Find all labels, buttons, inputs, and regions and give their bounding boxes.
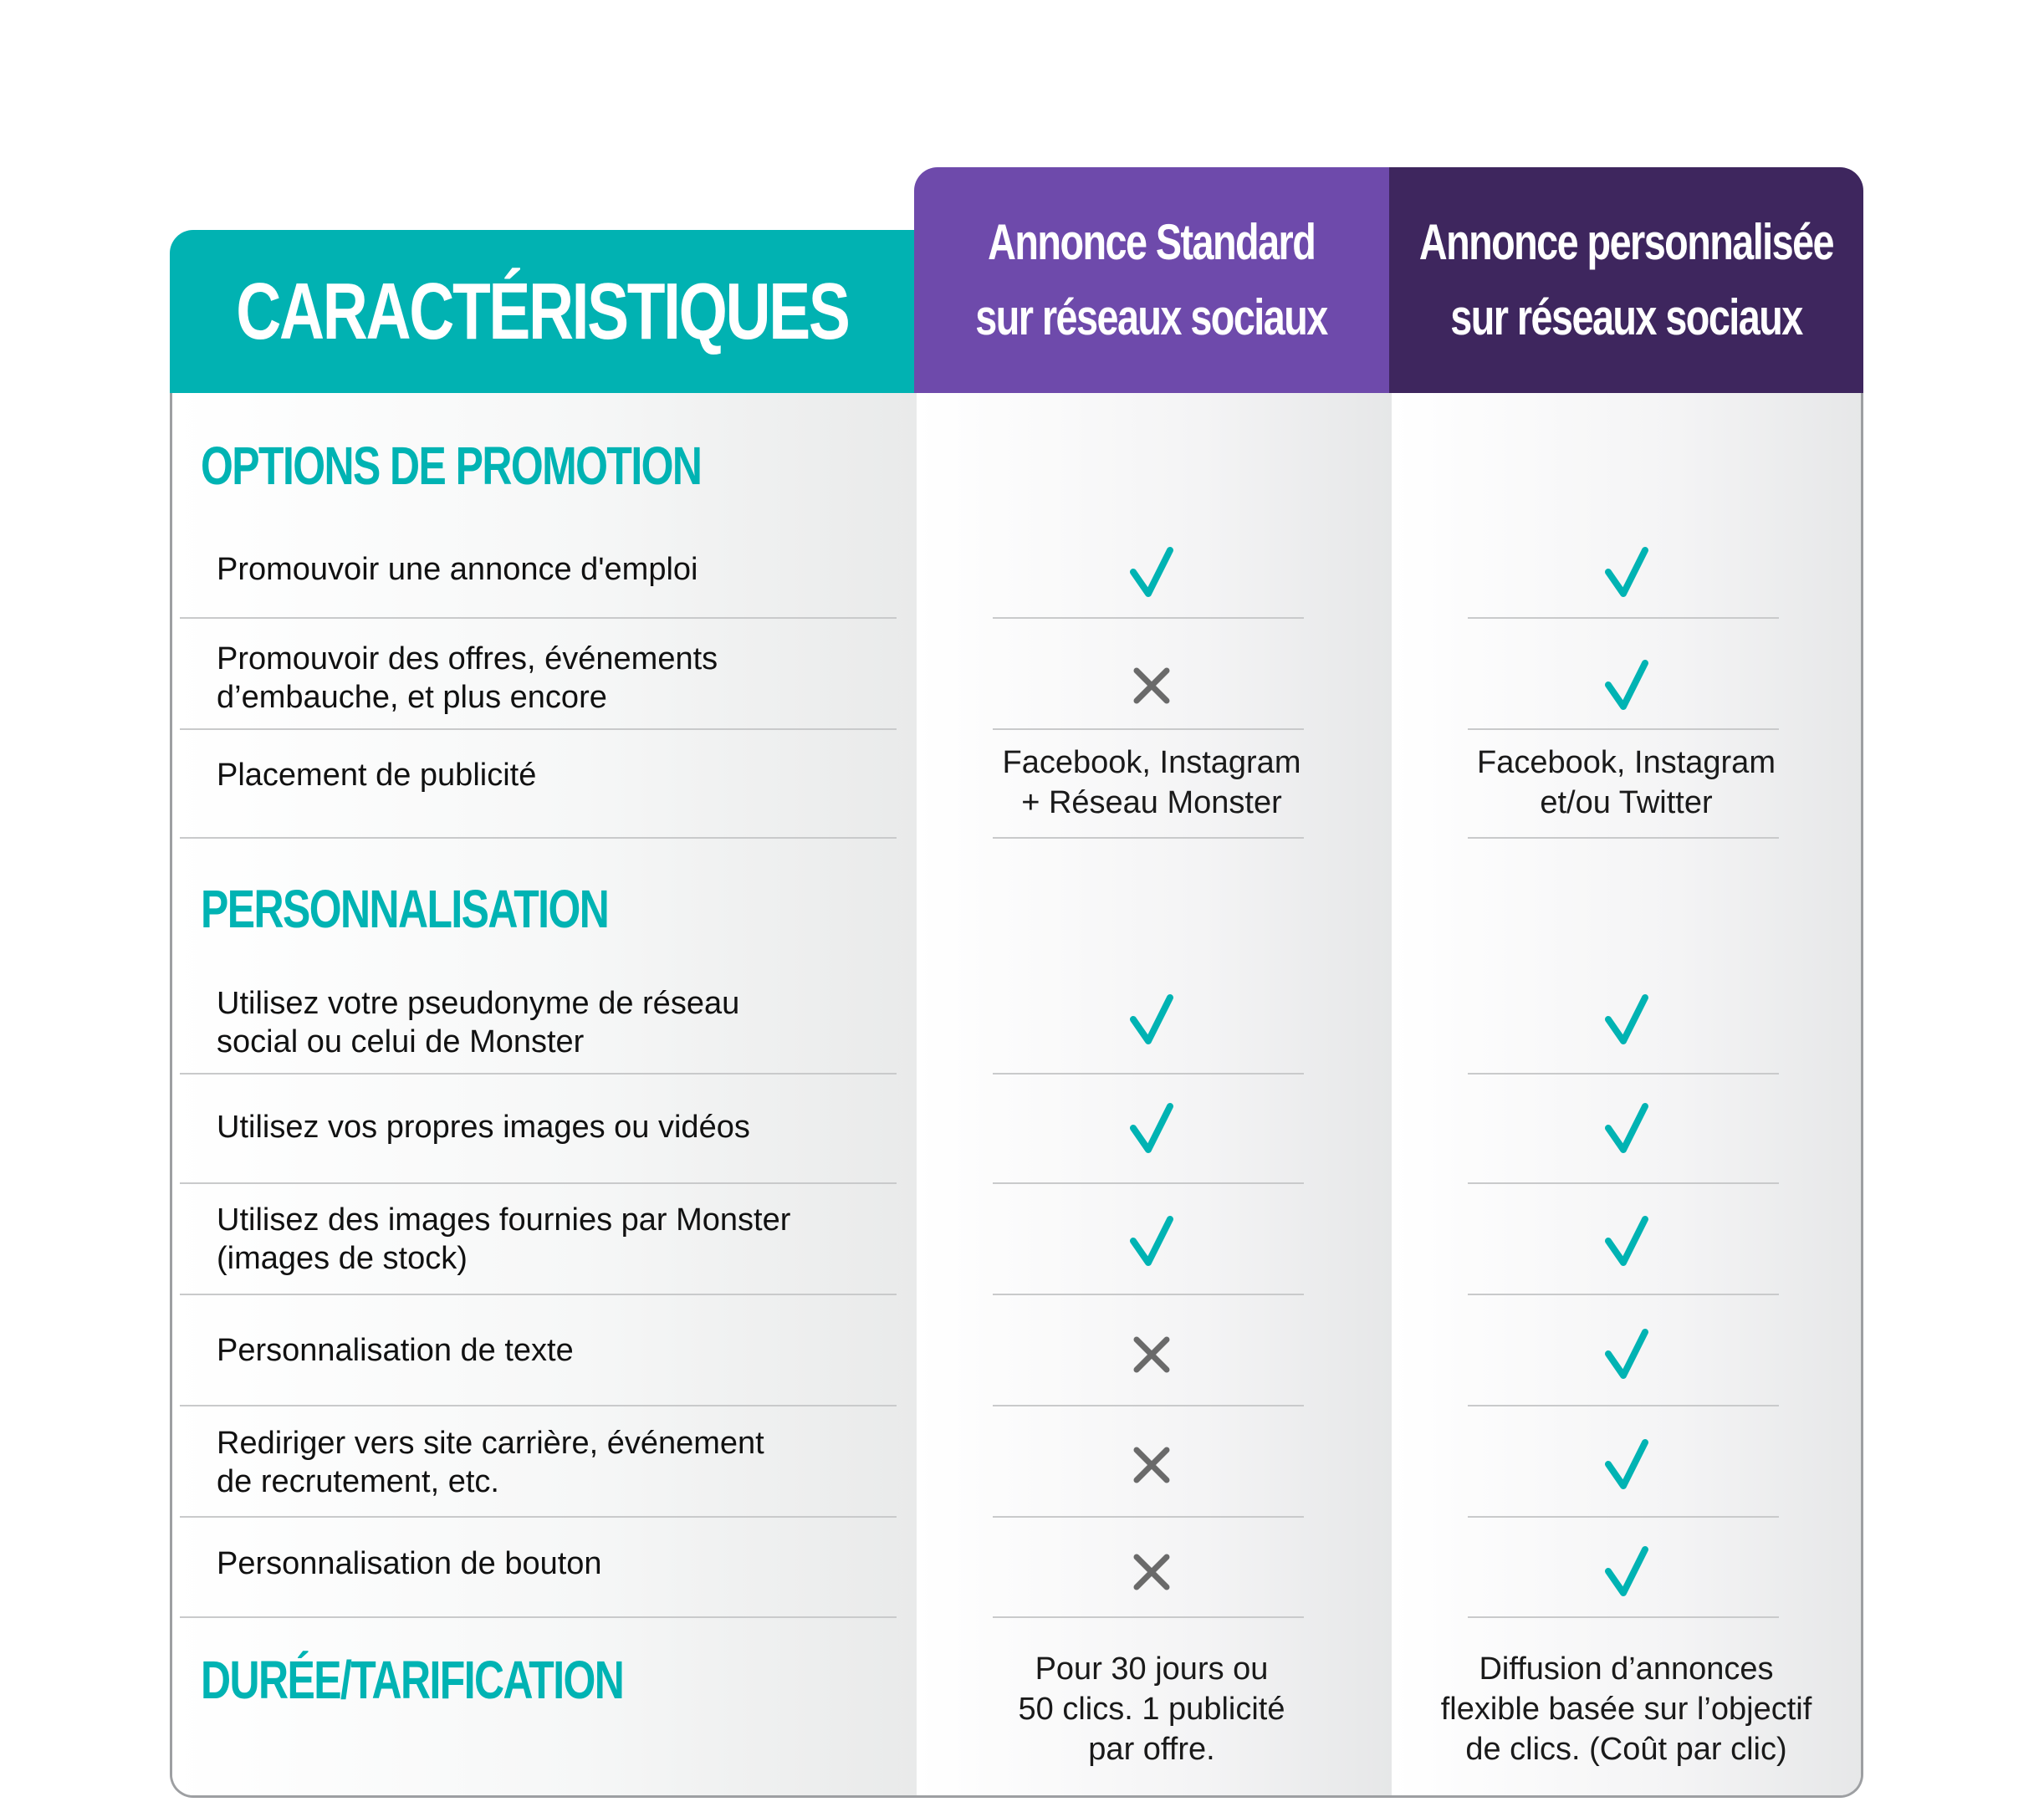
row-divider	[180, 1182, 897, 1184]
section-title-promotion: OPTIONS DE PROMOTION	[201, 436, 702, 496]
check-icon	[1602, 1543, 1652, 1601]
row-label: Personnalisation de texte	[217, 1333, 574, 1368]
row-divider	[180, 1294, 897, 1295]
row-divider	[993, 1616, 1304, 1618]
row-divider	[180, 1405, 897, 1406]
cross-icon	[1127, 1543, 1177, 1601]
header-features-label: CARACTÉRISTIQUES	[235, 266, 849, 356]
features-column-bg	[172, 391, 917, 1795]
cross-icon	[1127, 1436, 1177, 1494]
row-label: Placement de publicité	[217, 758, 537, 793]
header-custom	[1389, 167, 1863, 393]
header-custom-line2: sur réseaux sociaux	[1450, 289, 1802, 345]
row-divider	[993, 1516, 1304, 1518]
row-divider	[1468, 617, 1779, 619]
row-divider	[993, 1294, 1304, 1295]
pricing-custom: Diffusion d’annonces flexible basée sur l’objectif de clics. (Coût par clic)	[1440, 1651, 1812, 1767]
check-icon	[1127, 1212, 1177, 1271]
check-icon	[1602, 656, 1652, 715]
row-divider	[1468, 1516, 1779, 1518]
section-title-pricing: DURÉE/TARIFICATION	[201, 1650, 624, 1710]
row-divider	[1468, 1294, 1779, 1295]
pricing-standard: Pour 30 jours ou 50 clics. 1 publicité par offre.	[1018, 1651, 1285, 1767]
placement-custom: Facebook, Instagram et/ou Twitter	[1477, 745, 1776, 820]
row-label: Promouvoir une annonce d'emploi	[217, 552, 698, 587]
section-title-personalization: PERSONNALISATION	[201, 879, 609, 939]
check-icon	[1602, 1212, 1652, 1271]
row-label: Rediriger vers site carrière, événement de recrutement, etc.	[217, 1426, 764, 1499]
row-label: Personnalisation de bouton	[217, 1546, 602, 1581]
cross-icon	[1127, 1325, 1177, 1384]
row-divider	[180, 1073, 897, 1075]
row-divider	[1468, 1405, 1779, 1406]
check-icon	[1127, 1100, 1177, 1158]
check-icon	[1602, 1100, 1652, 1158]
check-icon	[1602, 1436, 1652, 1494]
row-divider	[1468, 1182, 1779, 1184]
row-divider	[180, 728, 897, 730]
row-divider	[993, 837, 1304, 839]
check-icon	[1602, 991, 1652, 1049]
header-standard-line1: Annonce Standard	[988, 214, 1316, 270]
row-label: Utilisez des images fournies par Monster (images de stock)	[217, 1202, 791, 1276]
row-divider	[1468, 728, 1779, 730]
header-custom-line1: Annonce personnalisée	[1418, 214, 1834, 270]
check-icon	[1127, 544, 1177, 602]
check-icon	[1602, 544, 1652, 602]
check-icon	[1602, 1325, 1652, 1384]
cross-icon	[1127, 656, 1177, 715]
row-divider	[993, 617, 1304, 619]
header-features	[170, 230, 914, 393]
row-divider	[180, 617, 897, 619]
row-divider	[993, 1182, 1304, 1184]
row-divider	[180, 1616, 897, 1618]
row-divider	[180, 1516, 897, 1518]
placement-standard: Facebook, Instagram + Réseau Monster	[1002, 745, 1301, 820]
row-divider	[1468, 1073, 1779, 1075]
row-divider	[180, 837, 897, 839]
header-standard-line2: sur réseaux sociaux	[975, 289, 1328, 345]
row-divider	[993, 1073, 1304, 1075]
row-label: Promouvoir des offres, événements d’embauche, et plus encore	[217, 641, 718, 715]
row-divider	[993, 728, 1304, 730]
row-label: Utilisez votre pseudonyme de réseau social ou celui de Monster	[217, 986, 740, 1059]
check-icon	[1127, 991, 1177, 1049]
row-divider	[1468, 1616, 1779, 1618]
header-standard	[914, 167, 1389, 393]
row-label: Utilisez vos propres images ou vidéos	[217, 1110, 750, 1145]
row-divider	[1468, 837, 1779, 839]
row-divider	[993, 1405, 1304, 1406]
